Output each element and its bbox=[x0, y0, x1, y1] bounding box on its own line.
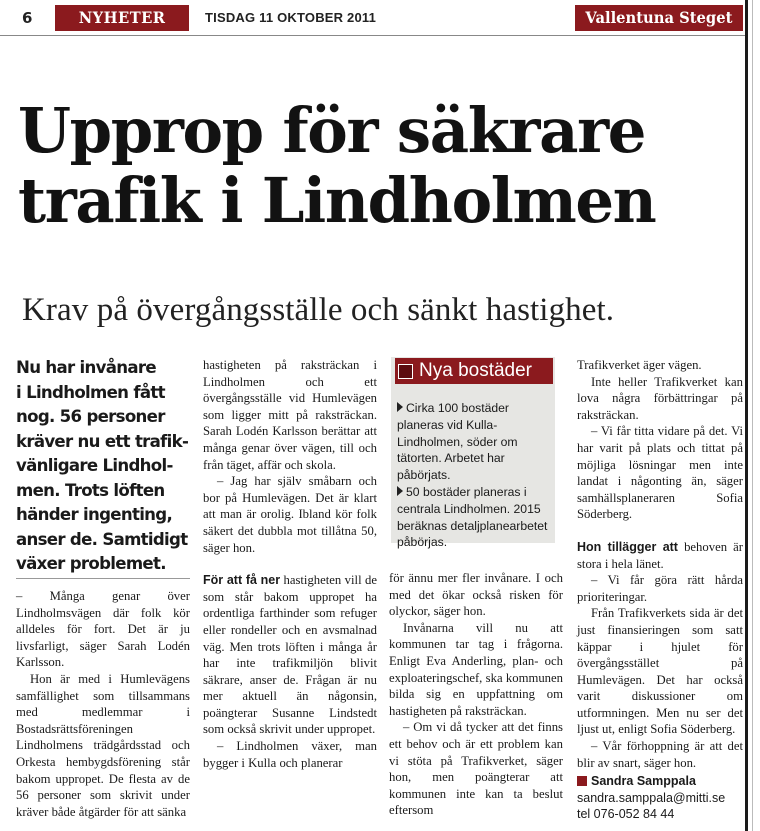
headline-line-2: trafik i Lindholmen bbox=[18, 164, 656, 237]
fact-box-title-bar bbox=[395, 358, 553, 384]
page-number: 6 bbox=[22, 9, 33, 27]
body-paragraph-lead bbox=[203, 572, 377, 738]
body-column-1 bbox=[16, 588, 190, 820]
body-text: hastigheten vill de som står bakom uppropet ha ordentliga farthinder som refuger eller rondeller och en avsmalnad väg. Men trots löften i många år har inte trafikmiljön blivit säkrare, anser de. Frågan är nu mer aktuell än någonsin, poängterar Susanne Lindstedt som också skrivit under uppropet. bbox=[203, 573, 377, 737]
page-edge-line-thin bbox=[752, 0, 753, 831]
headline-line-1: Upprop för säkrare bbox=[18, 94, 646, 167]
body-paragraph: – Om vi då tycker att det finns ett behov och är ett problem kan vi stöta på Trafikverket, säger hon, men poängterar att kommunen inte kan ta beslut eftersom bbox=[389, 720, 563, 818]
square-icon bbox=[398, 364, 413, 379]
fact-box-title: Nya bostäder bbox=[419, 360, 533, 381]
square-icon bbox=[577, 776, 587, 786]
body-paragraph: Trafikverket äger vägen. bbox=[577, 358, 702, 372]
ingress-line: Nu har invånare bbox=[16, 358, 156, 377]
newspaper-name-text: Vallentuna Steget bbox=[585, 8, 733, 27]
byline-name-row bbox=[577, 773, 747, 790]
body-column-2 bbox=[203, 357, 377, 771]
section-label bbox=[55, 5, 189, 31]
ingress-line: men. Trots löften bbox=[16, 480, 165, 500]
body-paragraph: för ännu mer fler invånare. I och med det ökar också risken för olyckor, säger hon. bbox=[389, 571, 563, 619]
bullet-triangle-icon bbox=[397, 402, 403, 412]
ingress-line: nog. 56 personer bbox=[16, 407, 165, 426]
fact-item-text: Cirka 100 bostäder planeras vid Kulla-Lindholmen, söder om tätorten. Arbetet har påbörjats. bbox=[397, 401, 518, 483]
ingress-rule bbox=[16, 578, 190, 579]
body-paragraph: Invånarna vill nu att kommunen tar tag i frågorna. Enligt Eva Anderling, plan- och exploateringschef, ska kommunen bilda sig en uppfattning om hastigheten på raksträckan. bbox=[389, 620, 563, 718]
crosshead: För att få ner bbox=[203, 573, 281, 588]
body-paragraph: Från Trafikverkets sida är det just finansieringen som satt käppar i hjulet för övergångsstället på Humlevägen. Det har också varit diskussioner om utformningen. Men nu ser det ljust ut, enligt Sofia Söderberg. bbox=[577, 606, 743, 737]
body-paragraph: – Jag har själv småbarn och bor på Humlevägen. Det är klart att man är orolig. Ibland kör folk säkert det dubbla mot tillåtna 50, säger hon. bbox=[203, 474, 377, 555]
ingress-line: vänligare Lindhol- bbox=[16, 456, 173, 475]
bullet-triangle-icon bbox=[397, 486, 403, 496]
fact-item bbox=[397, 484, 555, 551]
author-phone: tel 076-052 84 44 bbox=[577, 807, 675, 821]
fact-item bbox=[397, 400, 555, 484]
issue-date: TISDAG 11 OKTOBER 2011 bbox=[205, 10, 377, 25]
fact-item-text: 50 bostäder planeras i centrala Lindholmen. 2015 beräknas detaljplanearbetet påbörjas. bbox=[397, 484, 548, 550]
author-email[interactable]: sandra.samppala@mitti.se bbox=[577, 790, 726, 805]
fact-box-body bbox=[397, 400, 555, 551]
body-paragraph: Inte heller Trafikverket kan lova några förbättringar på raksträckan. bbox=[577, 374, 743, 422]
subheadline: Krav på övergångsställe och sänkt hastighet. bbox=[22, 292, 615, 328]
body-text: behoven är stora i hela länet. bbox=[577, 539, 743, 571]
crosshead: Hon tillägger att bbox=[577, 539, 678, 554]
newspaper-name bbox=[575, 5, 743, 31]
body-paragraph: hastigheten på raksträckan i Lindholmen och ett övergångsställe vid Humlevägen som ligger mitt på raksträckan. Sarah Lodén Karlsson berättar att många genar över vägen, till och från täget, affär och skola. bbox=[203, 358, 377, 472]
body-column-4 bbox=[577, 357, 743, 771]
ingress-line: i Lindholmen fått bbox=[16, 382, 165, 402]
body-column-3 bbox=[389, 570, 563, 819]
body-paragraph-lead bbox=[577, 539, 743, 572]
ingress bbox=[16, 356, 194, 577]
body-paragraph: – Lindholmen växer, man bygger i Kulla och planerar bbox=[203, 739, 377, 770]
body-paragraph: – Vår förhoppning är att det blir av snart, säger hon. bbox=[577, 739, 743, 770]
body-paragraph: – Vi får göra rätt hårda prioriteringar. bbox=[577, 573, 743, 604]
byline bbox=[577, 773, 747, 823]
author-name: Sandra Samppala bbox=[591, 774, 696, 788]
ingress-line: kräver nu ett trafik- bbox=[16, 431, 189, 451]
body-paragraph: Hon är med i Humlevägens samfällighet som tillsammans med medlemmar i Bostadsrättsföreningen Lindholmens trädgårdsstad och Orkesta hembygdsförening står bakom uppropet. De flesta av de 56 personer som skrivit under kräver både åtgärder för att sänka bbox=[16, 671, 190, 819]
section-label-text: NYHETER bbox=[78, 8, 166, 27]
ingress-line: händer ingenting, bbox=[16, 505, 173, 524]
body-paragraph: – Många genar över Lindholmsvägen där folk kör alldeles för fort. Det är ju livsfarligt, säger Sarah Lodén Karlsson. bbox=[16, 589, 190, 670]
header-rule bbox=[0, 35, 745, 36]
ingress-line: anser de. Samtidigt bbox=[16, 529, 188, 549]
headline bbox=[18, 96, 738, 236]
ingress-line: växer problemet. bbox=[16, 554, 166, 573]
page-edge-line bbox=[745, 0, 748, 831]
body-paragraph: – Vi får titta vidare på det. Vi har varit på plats och tittat på möjliga lösningar men inte landat i någonting än, säger samhällsplaneraren Sofia Söderberg. bbox=[577, 424, 743, 522]
